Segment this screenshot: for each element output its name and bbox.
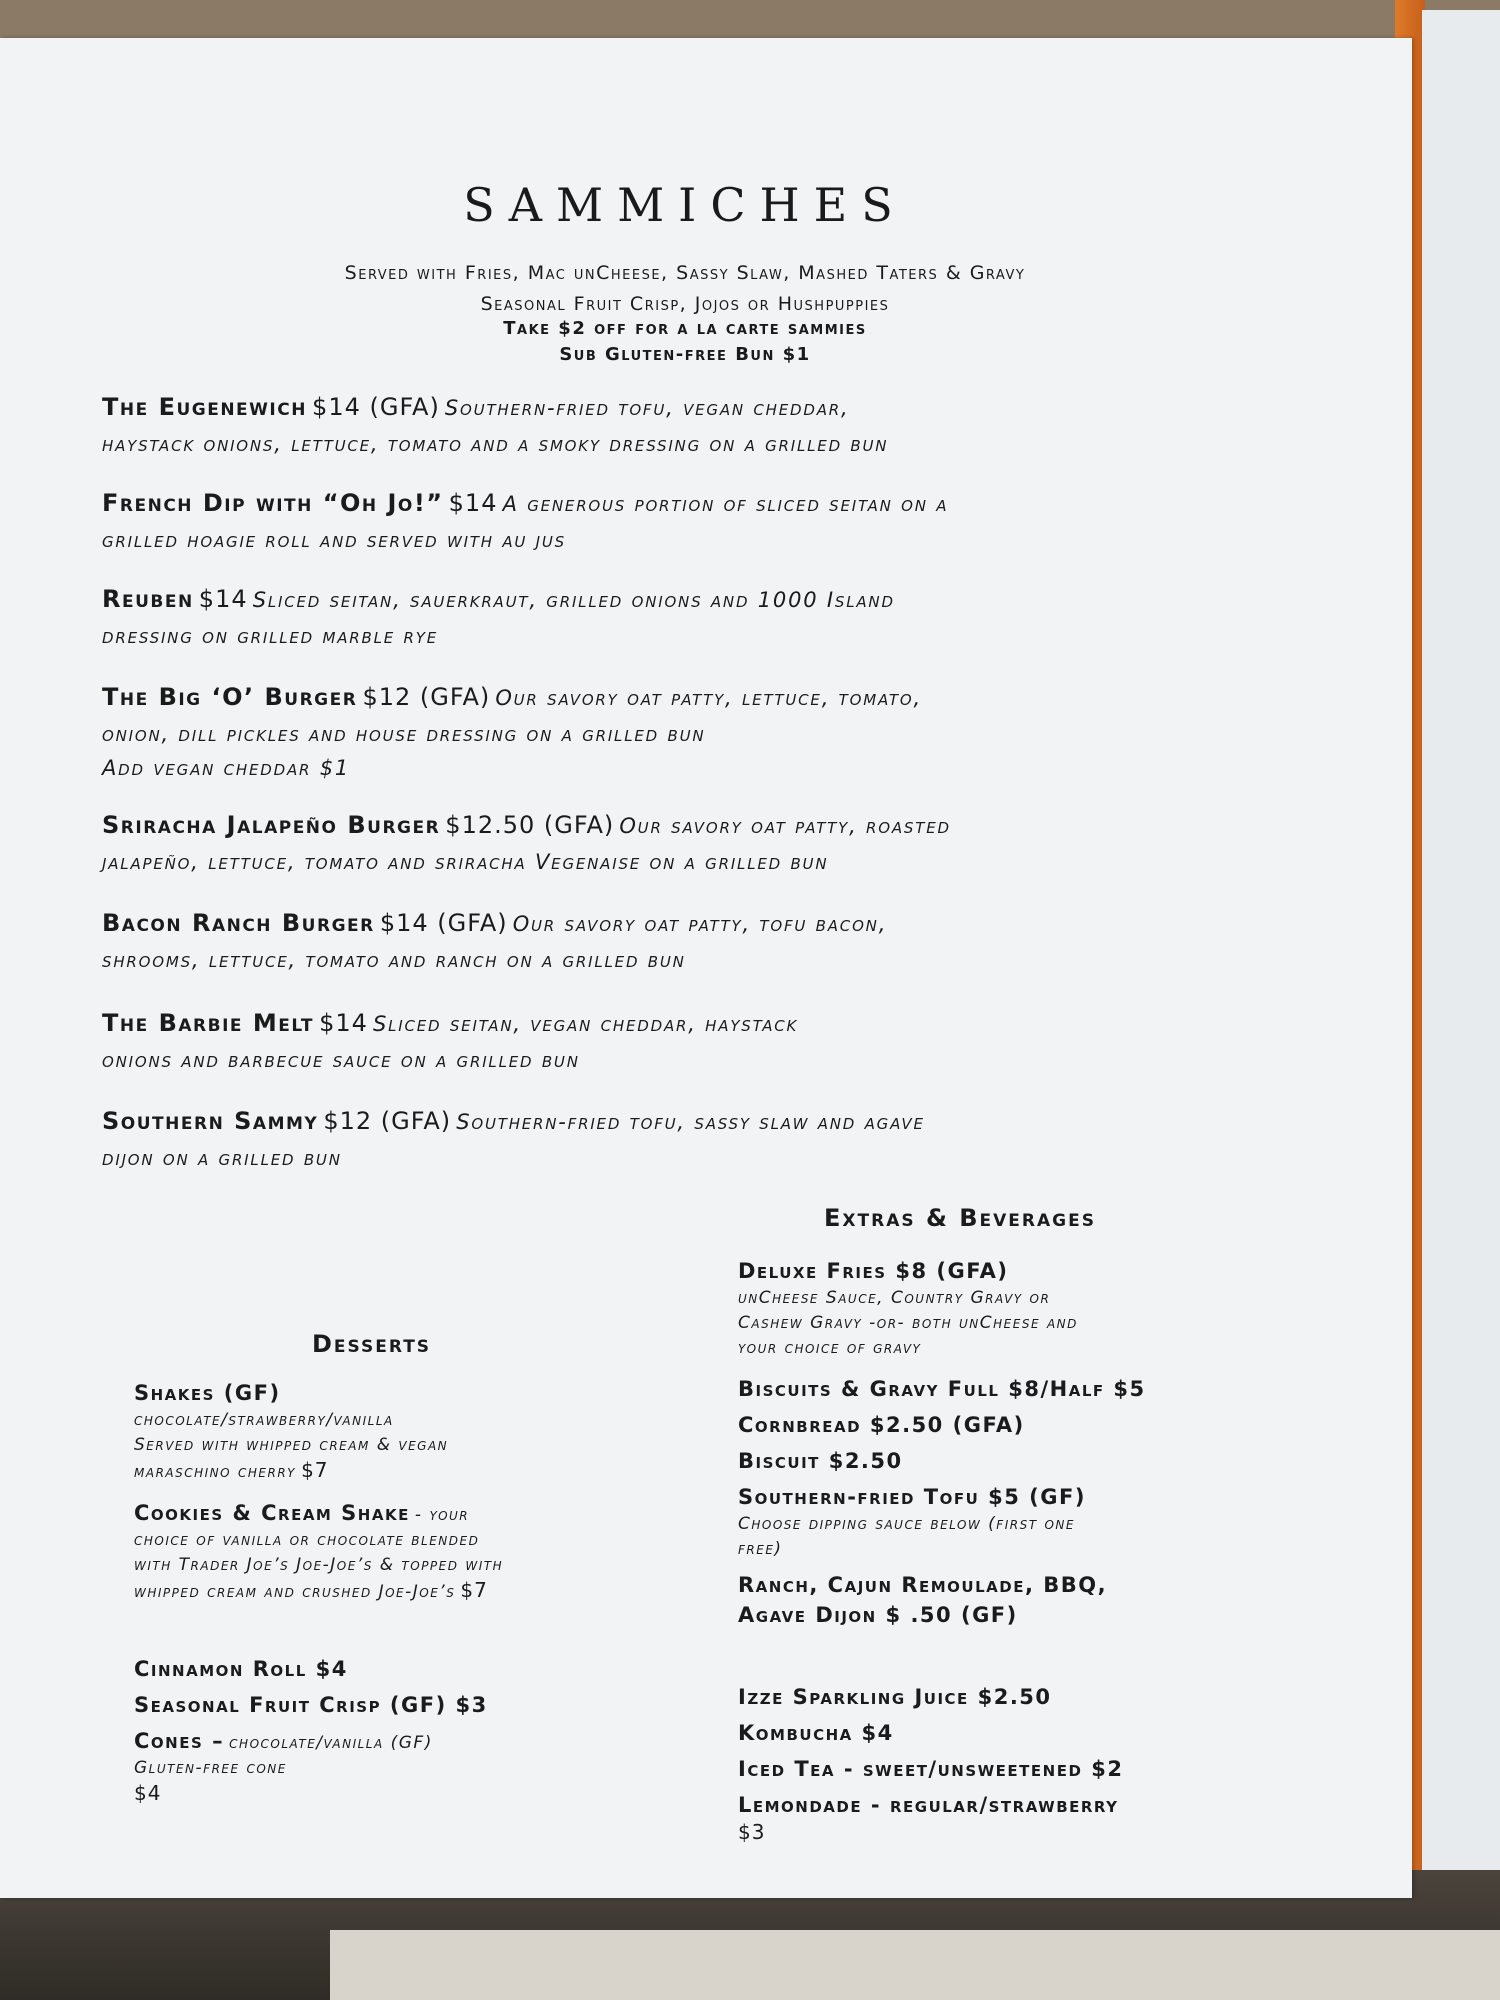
item-price: $14 <box>448 489 498 517</box>
extras-item <box>738 1682 1258 1712</box>
extras-item <box>738 1410 1258 1440</box>
menu-item <box>102 390 1302 461</box>
item-price: $14 (GFA) <box>379 909 508 937</box>
extras-item-name: Deluxe Fries $8 (GFA) <box>738 1259 1009 1283</box>
dessert-item-price: $7 <box>460 1578 488 1602</box>
item-price: $14 <box>198 585 248 613</box>
extras-item-name: Cornbread $2.50 (GFA) <box>738 1413 1025 1437</box>
item-name: The Eugenewich <box>102 393 307 421</box>
item-desc: Our savory oat patty, roasted <box>619 814 951 838</box>
item-name: The Big ‘O’ Burger <box>102 683 358 711</box>
item-price: $12 (GFA) <box>362 683 491 711</box>
dessert-item-name: Shakes (GF) <box>134 1381 281 1405</box>
extras-heading: Extras & Beverages <box>824 1204 1096 1232</box>
item-name: Bacon Ranch Burger <box>102 909 375 937</box>
dessert-item-name: Cookies & Cream Shake <box>134 1501 410 1525</box>
extras-item-desc: free) <box>738 1539 783 1559</box>
item-desc: Sliced seitan, sauerkraut, grilled onions and 1000 Island <box>252 588 895 612</box>
extras-item-name: Ranch, Cajun Remoulade, BBQ, <box>738 1573 1108 1597</box>
extras-item-name: Izze Sparkling Juice $2.50 <box>738 1685 1052 1709</box>
page-title: SAMMICHES <box>463 178 907 232</box>
extras-item <box>738 1446 1258 1476</box>
extras-item-name: Biscuits & Gravy Full $8/Half $5 <box>738 1377 1146 1401</box>
item-name: Southern Sammy <box>102 1107 319 1135</box>
item-price: $14 (GFA) <box>312 393 440 421</box>
dessert-item <box>134 1654 694 1684</box>
item-desc: shrooms, lettuce, tomato and ranch on a grilled bun <box>102 948 686 972</box>
item-price: $14 <box>319 1009 368 1037</box>
extras-item-name: Iced Tea - sweet/unsweetened $2 <box>738 1757 1124 1781</box>
extras-item-price: $3 <box>738 1820 766 1844</box>
subtitle-line-1: Served with Fries, Mac unCheese, Sassy Slaw, Mashed Taters & Gravy <box>344 262 1026 284</box>
menu-item <box>102 486 1302 557</box>
extras-item <box>738 1570 1258 1630</box>
dessert-item-price: $4 <box>134 1781 162 1805</box>
dessert-item <box>134 1726 694 1805</box>
item-desc: grilled hoagie roll and served with au jus <box>102 528 566 552</box>
item-desc: Add vegan cheddar $1 <box>102 756 351 780</box>
item-desc: A generous portion of sliced seitan on a <box>502 492 949 516</box>
dessert-item-name: Cones – <box>134 1729 225 1753</box>
dessert-item-desc: whipped cream and crushed Joe-Joe’s <box>134 1582 456 1602</box>
extras-item <box>738 1718 1258 1748</box>
item-desc: Southern-fried tofu, sassy slaw and agave <box>456 1110 925 1134</box>
extras-item-desc: Cashew Gravy -or- both unCheese and <box>738 1313 1078 1333</box>
extras-item-desc: unCheese Sauce, Country Gravy or <box>738 1288 1051 1308</box>
dessert-item-desc: with Trader Joe’s Joe-Joe’s & topped with <box>134 1555 504 1575</box>
item-price: $12 (GFA) <box>323 1107 452 1135</box>
subtitle-line-4: Sub Gluten-free Bun $1 <box>559 344 811 365</box>
item-desc: jalapeño, lettuce, tomato and sriracha Vegenaise on a grilled bun <box>102 850 829 874</box>
dessert-item <box>134 1498 694 1605</box>
item-desc: dressing on grilled marble rye <box>102 624 438 648</box>
menu-item <box>102 582 1302 653</box>
extras-item <box>738 1790 1258 1844</box>
extras-item-name: Lemondade - regular/strawberry <box>738 1793 1119 1817</box>
subtitle-line-3: Take $2 off for a la carte sammies <box>503 318 867 339</box>
item-name: The Barbie Melt <box>102 1009 314 1037</box>
subtitle-line-2: Seasonal Fruit Crisp, Jojos or Hushpuppies <box>480 293 890 315</box>
item-desc: Sliced seitan, vegan cheddar, haystack <box>372 1012 799 1036</box>
dessert-item-desc: Gluten-free cone <box>134 1758 287 1778</box>
extras-item-name: Biscuit $2.50 <box>738 1449 903 1473</box>
item-name: Sriracha Jalapeño Burger <box>102 811 441 839</box>
extras-item-name: Southern-fried Tofu $5 (GF) <box>738 1485 1086 1509</box>
dessert-item-desc: chocolate/vanilla (GF) <box>229 1733 433 1753</box>
dessert-item-price: $7 <box>301 1458 329 1482</box>
item-desc: Our savory oat patty, tofu bacon, <box>512 912 888 936</box>
desserts-heading: Desserts <box>312 1330 432 1358</box>
item-desc: Our savory oat patty, lettuce, tomato, <box>495 686 922 710</box>
dessert-item-desc: chocolate/strawberry/vanilla <box>134 1410 394 1430</box>
item-name: Reuben <box>102 585 194 613</box>
extras-item-name: Kombucha $4 <box>738 1721 894 1745</box>
extras-item-name: Agave Dijon $ .50 (GF) <box>738 1603 1018 1627</box>
item-price: $12.50 (GFA) <box>445 811 615 839</box>
dessert-item <box>134 1378 694 1485</box>
dessert-item-desc: maraschino cherry <box>134 1462 296 1482</box>
extras-item <box>738 1374 1258 1404</box>
menu-item <box>102 680 1302 785</box>
menu-item <box>102 1006 1302 1077</box>
adjacent-paper <box>1422 10 1500 1890</box>
extras-item <box>738 1754 1258 1784</box>
extras-item-desc: your choice of gravy <box>738 1338 922 1358</box>
background-top <box>0 0 1500 40</box>
extras-item <box>738 1482 1258 1562</box>
dessert-item <box>134 1690 694 1720</box>
menu-item <box>102 1104 1302 1175</box>
dessert-item-desc: Served with whipped cream & vegan <box>134 1435 449 1455</box>
dessert-item-desc: - your <box>414 1505 470 1525</box>
dessert-item-name: Seasonal Fruit Crisp (GF) $3 <box>134 1693 488 1717</box>
dessert-item-name: Cinnamon Roll $4 <box>134 1657 348 1681</box>
dessert-item-desc: choice of vanilla or chocolate blended <box>134 1530 480 1550</box>
extras-item-desc: Choose dipping sauce below (first one <box>738 1514 1075 1534</box>
bottom-paper <box>330 1930 1500 2000</box>
extras-item <box>738 1256 1258 1361</box>
item-desc: onions and barbecue sauce on a grilled bun <box>102 1048 580 1072</box>
item-desc: onion, dill pickles and house dressing on a grilled bun <box>102 722 706 746</box>
item-desc: dijon on a grilled bun <box>102 1146 342 1170</box>
menu-page <box>0 38 1412 1898</box>
item-name: French Dip with “Oh Jo!” <box>102 489 444 517</box>
item-desc: haystack onions, lettuce, tomato and a smoky dressing on a grilled bun <box>102 432 889 456</box>
menu-item <box>102 906 1302 977</box>
item-desc: Southern-fried tofu, vegan cheddar, <box>444 396 850 420</box>
menu-item <box>102 808 1302 879</box>
